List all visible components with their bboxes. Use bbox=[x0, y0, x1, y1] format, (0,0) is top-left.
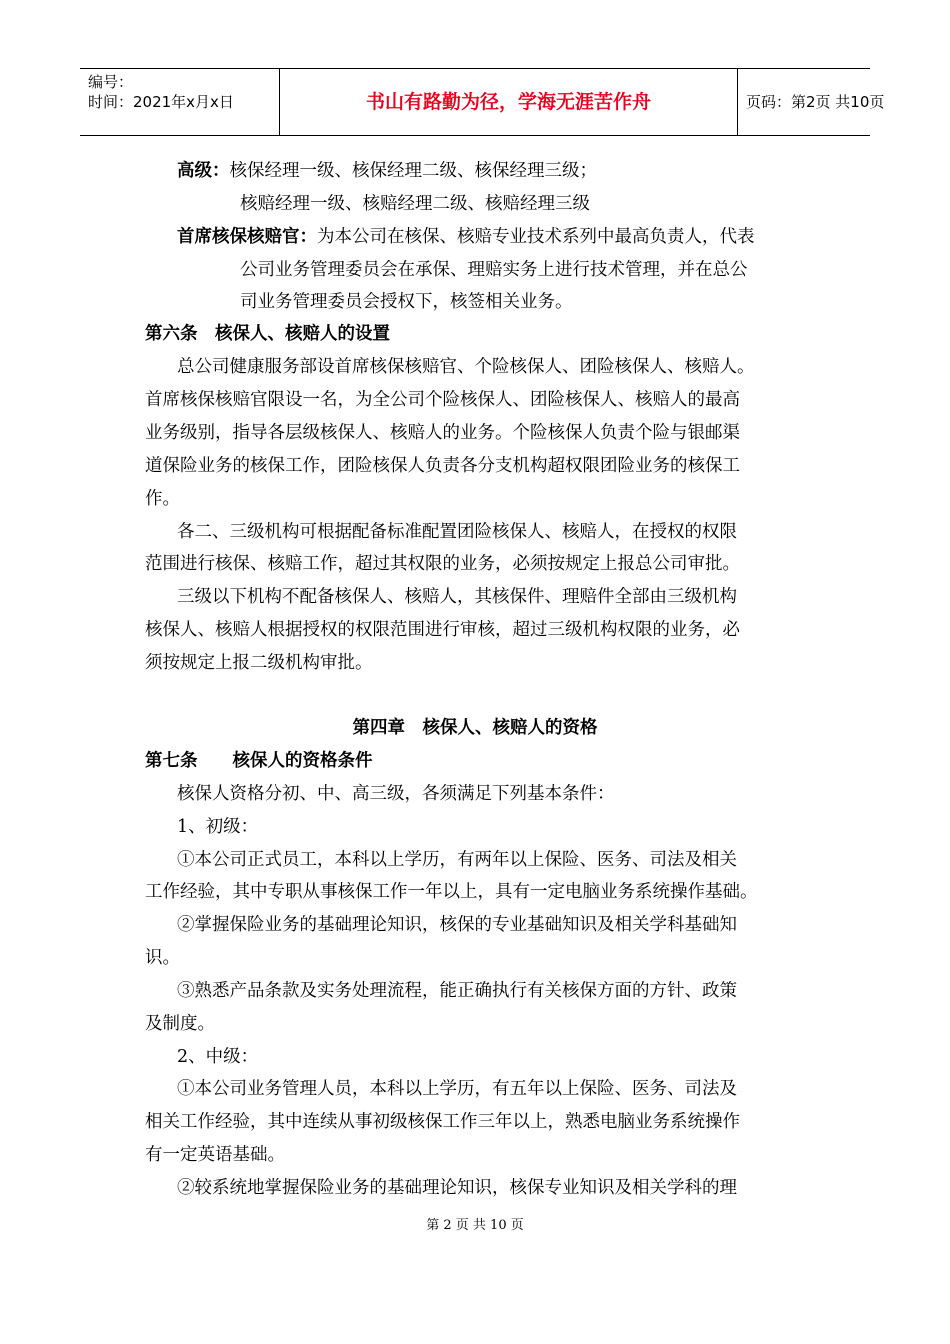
junior-heading: 1、初级： bbox=[177, 817, 259, 837]
paragraph-2-line-2: 范围进行核保、核赔工作，超过其权限的业务，必须按规定上报总公司审批。 bbox=[145, 554, 740, 574]
paragraph-2-line-1: 各二、三级机构可根据配备标准配置团险核保人、核赔人，在授权的权限 bbox=[177, 522, 737, 542]
paragraph-1-line-1: 总公司健康服务部设首席核保核赔官、个险核保人、团险核保人、核赔人。 bbox=[177, 357, 755, 377]
qualification-intro: 核保人资格分初、中、高三级，各须满足下列基本条件： bbox=[177, 784, 615, 804]
header-meta-cell bbox=[80, 69, 280, 135]
chief-officer-line bbox=[177, 225, 755, 249]
paragraph-1-line-4: 道保险业务的核保工作，团险核保人负责各分支机构超权限团险业务的核保工 bbox=[145, 456, 740, 476]
middle-heading: 2、中级： bbox=[177, 1047, 259, 1067]
document-header bbox=[80, 68, 885, 136]
paragraph-1-line-3: 业务级别，指导各层级核保人、核赔人的业务。个险核保人负责个险与银邮渠 bbox=[145, 423, 740, 443]
paragraph-3-line-2: 核保人、核赔人根据授权的权限范围进行审核，超过三级机构权限的业务，必 bbox=[145, 620, 740, 640]
senior-level-line bbox=[177, 159, 597, 183]
junior-item-3-line-2: 及制度。 bbox=[145, 1014, 215, 1034]
chief-label: 首席核保核赔官： bbox=[177, 227, 317, 247]
chief-line-2: 公司业务管理委员会在承保、理赔实务上进行技术管理，并在总公 bbox=[240, 260, 748, 280]
serial-number-label: 编号： bbox=[88, 73, 134, 91]
time-label: 时间：2021年x月x日 bbox=[88, 93, 234, 111]
paragraph-1-line-2: 首席核保核赔官限设一名，为全公司个险核保人、团险核保人、核赔人的最高 bbox=[145, 390, 740, 410]
middle-item-1-line-2: 相关工作经验，其中连续从事初级核保工作三年以上，熟悉电脑业务系统操作 bbox=[145, 1112, 740, 1132]
junior-item-2-line-1: ②掌握保险业务的基础理论知识，核保的专业基础知识及相关学科基础知 bbox=[177, 915, 737, 935]
chief-line-3: 司业务管理委员会授权下，核签相关业务。 bbox=[240, 292, 573, 312]
junior-item-3-line-1: ③熟悉产品条款及实务处理流程，能正确执行有关核保方面的方针、政策 bbox=[177, 981, 737, 1001]
junior-item-1-line-2: 工作经验，其中专职从事核保工作一年以上，具有一定电脑业务系统操作基础。 bbox=[145, 882, 758, 902]
chapter-4-heading: 第四章 核保人、核赔人的资格 bbox=[352, 718, 598, 738]
page-footer: 第 2 页 共 10 页 bbox=[426, 1218, 524, 1233]
senior-line-2: 核赔经理一级、核赔经理二级、核赔经理三级 bbox=[240, 194, 590, 214]
paragraph-3-line-1: 三级以下机构不配备核保人、核赔人，其核保件、理赔件全部由三级机构 bbox=[177, 587, 737, 607]
page-code: 页码：第2页 共10页 bbox=[746, 93, 885, 111]
senior-line-1: 核保经理一级、核保经理二级、核保经理三级； bbox=[229, 161, 597, 181]
header-page-cell bbox=[738, 69, 885, 135]
junior-item-1-line-1: ①本公司正式员工，本科以上学历，有两年以上保险、医务、司法及相关 bbox=[177, 850, 737, 870]
middle-item-1-line-3: 有一定英语基础。 bbox=[145, 1145, 285, 1165]
junior-item-2-line-2: 识。 bbox=[145, 948, 180, 968]
header-motto-cell bbox=[280, 69, 738, 135]
article-6-title: 第六条 核保人、核赔人的设置 bbox=[145, 324, 390, 344]
paragraph-3-line-3: 须按规定上报二级机构审批。 bbox=[145, 653, 373, 673]
paragraph-1-line-5: 作。 bbox=[145, 489, 180, 509]
middle-item-1-line-1: ①本公司业务管理人员，本科以上学历，有五年以上保险、医务、司法及 bbox=[177, 1079, 737, 1099]
chief-line-1: 为本公司在核保、核赔专业技术系列中最高负责人，代表 bbox=[317, 227, 755, 247]
article-7-title: 第七条 核保人的资格条件 bbox=[145, 751, 373, 771]
motto-text: 书山有路勤为径，学海无涯苦作舟 bbox=[365, 91, 651, 113]
senior-label: 高级： bbox=[177, 161, 230, 181]
middle-item-2-line-1: ②较系统地掌握保险业务的基础理论知识，核保专业知识及相关学科的理 bbox=[177, 1178, 737, 1198]
